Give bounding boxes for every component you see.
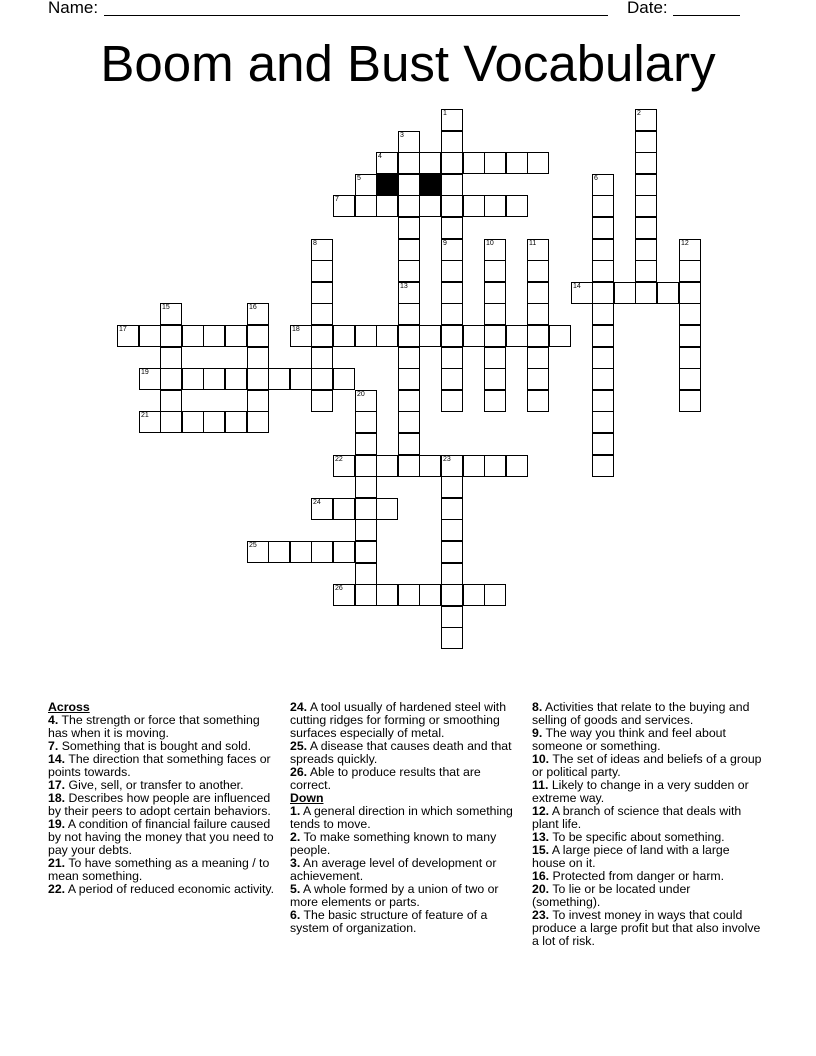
grid-cell[interactable] — [527, 390, 549, 412]
grid-cell[interactable] — [311, 325, 333, 347]
grid-cell[interactable] — [679, 282, 701, 304]
grid-cell[interactable] — [441, 455, 463, 477]
grid-cell[interactable] — [441, 239, 463, 261]
clue-across-25: 25. A disease that causes death and that spreads quickly. — [290, 739, 512, 766]
grid-cell[interactable] — [441, 109, 463, 131]
grid-cell[interactable] — [441, 303, 463, 325]
clue-number: 20 — [357, 391, 365, 398]
grid-cell[interactable] — [160, 325, 182, 347]
grid-cell[interactable] — [592, 174, 614, 196]
grid-cell[interactable] — [311, 347, 333, 369]
grid-cell[interactable] — [247, 368, 269, 390]
grid-cell[interactable] — [441, 282, 463, 304]
clue-down-3: 3. An average level of development or achievement. — [290, 856, 497, 883]
date-label: Date: — [627, 0, 668, 17]
grid-cell[interactable] — [441, 368, 463, 390]
grid-cell[interactable] — [398, 347, 420, 369]
clue-number: 5 — [357, 175, 361, 182]
grid-cell[interactable] — [268, 541, 290, 563]
grid-cell[interactable] — [333, 584, 355, 606]
clue-number: 18 — [292, 326, 300, 333]
grid-cell[interactable] — [355, 195, 377, 217]
grid-cell[interactable] — [679, 390, 701, 412]
grid-cell[interactable] — [160, 303, 182, 325]
grid-cell[interactable] — [355, 498, 377, 520]
grid-cell[interactable] — [311, 239, 333, 261]
grid-cell[interactable] — [160, 390, 182, 412]
grid-cell[interactable] — [441, 476, 463, 498]
grid-cell[interactable] — [311, 541, 333, 563]
grid-cell[interactable] — [139, 325, 161, 347]
grid-cell[interactable] — [182, 411, 204, 433]
grid-cell[interactable] — [635, 109, 657, 131]
grid-cell[interactable] — [311, 390, 333, 412]
grid-cell[interactable] — [376, 325, 398, 347]
grid-cell[interactable] — [506, 455, 528, 477]
clue-number: 8 — [313, 240, 317, 247]
clue-across-26: 26. Able to produce results that are correct. — [290, 765, 481, 792]
grid-cell[interactable] — [311, 303, 333, 325]
grid-cell[interactable] — [160, 347, 182, 369]
grid-cell[interactable] — [247, 390, 269, 412]
clue-number: 19 — [141, 369, 149, 376]
grid-cell[interactable] — [355, 174, 377, 196]
grid-cell[interactable] — [419, 195, 441, 217]
grid-cell[interactable] — [527, 368, 549, 390]
clue-down-23: 23. To invest money in ways that could produce a large profit but that also involve a lot of risk. — [532, 908, 761, 948]
grid-cell[interactable] — [398, 368, 420, 390]
grid-cell[interactable] — [527, 303, 549, 325]
grid-cell[interactable] — [679, 325, 701, 347]
grid-cell[interactable] — [376, 152, 398, 174]
grid-cell[interactable] — [484, 455, 506, 477]
grid-cell[interactable] — [355, 476, 377, 498]
grid-cell[interactable] — [635, 174, 657, 196]
clue-down-13: 13. To be specific about something. — [532, 830, 725, 844]
grid-cell[interactable] — [679, 260, 701, 282]
grid-cell[interactable] — [441, 563, 463, 585]
clue-across-7: 7. Something that is bought and sold. — [48, 739, 252, 753]
grid-cell[interactable] — [311, 498, 333, 520]
clue-number: 10 — [486, 240, 494, 247]
grid-cell[interactable] — [247, 325, 269, 347]
clue-down-12: 12. A branch of science that deals with plant life. — [532, 804, 742, 831]
clue-number: 24 — [313, 499, 321, 506]
grid-cell[interactable] — [311, 282, 333, 304]
clue-across-24: 24. A tool usually of hardened steel with cutting ridges for forming or smoothing surfaces especially of metal. — [290, 700, 507, 740]
clue-across-22: 22. A period of reduced economic activity. — [48, 882, 275, 896]
grid-cell[interactable] — [484, 152, 506, 174]
grid-cell[interactable] — [182, 368, 204, 390]
clue-number: 13 — [400, 283, 408, 290]
grid-cell[interactable] — [635, 131, 657, 153]
clue-number: 26 — [335, 585, 343, 592]
clue-number: 23 — [443, 456, 451, 463]
clue-number: 6 — [594, 175, 598, 182]
grid-cell[interactable] — [225, 411, 247, 433]
clue-number: 25 — [249, 542, 257, 549]
grid-cell[interactable] — [355, 390, 377, 412]
grid-cell[interactable] — [484, 584, 506, 606]
grid-cell[interactable] — [635, 152, 657, 174]
grid-cell[interactable] — [441, 347, 463, 369]
clue-down-9: 9. The way you think and feel about someone or something. — [532, 726, 726, 753]
grid-cell[interactable] — [592, 411, 614, 433]
grid-cell[interactable] — [441, 498, 463, 520]
name-label: Name: — [48, 0, 99, 17]
clue-across-4: 4. The strength or force that something has when it is moving. — [48, 713, 260, 740]
grid-cell[interactable] — [592, 455, 614, 477]
grid-cell[interactable] — [484, 303, 506, 325]
grid-cell[interactable] — [441, 174, 463, 196]
grid-cell[interactable] — [398, 282, 420, 304]
grid-cell[interactable] — [247, 303, 269, 325]
grid-cell[interactable] — [506, 195, 528, 217]
name-field[interactable] — [104, 15, 608, 16]
grid-cell[interactable] — [398, 239, 420, 261]
grid-cell[interactable] — [398, 390, 420, 412]
black-square — [376, 174, 398, 196]
grid-cell[interactable] — [139, 411, 161, 433]
grid-cell[interactable] — [484, 368, 506, 390]
grid-cell[interactable] — [355, 519, 377, 541]
grid-cell[interactable] — [203, 325, 225, 347]
grid-cell[interactable] — [527, 282, 549, 304]
grid-cell[interactable] — [441, 195, 463, 217]
clue-number: 3 — [400, 132, 404, 139]
clue-down-2: 2. To make something known to many people. — [290, 830, 497, 857]
grid-cell[interactable] — [614, 282, 636, 304]
grid-cell[interactable] — [290, 368, 312, 390]
grid-cell[interactable] — [398, 217, 420, 239]
grid-cell[interactable] — [592, 282, 614, 304]
grid-cell[interactable] — [225, 325, 247, 347]
grid-cell[interactable] — [247, 347, 269, 369]
clues-column-2 — [290, 701, 520, 935]
grid-cell[interactable] — [441, 260, 463, 282]
grid-cell[interactable] — [333, 325, 355, 347]
grid-cell[interactable] — [441, 390, 463, 412]
grid-cell[interactable] — [398, 152, 420, 174]
grid-cell[interactable] — [398, 260, 420, 282]
grid-cell[interactable] — [441, 325, 463, 347]
down-heading: Down — [290, 791, 324, 805]
grid-cell[interactable] — [484, 195, 506, 217]
clue-number: 17 — [119, 326, 127, 333]
clue-number: 4 — [378, 153, 382, 160]
grid-cell[interactable] — [635, 260, 657, 282]
grid-cell[interactable] — [484, 347, 506, 369]
grid-cell[interactable] — [376, 498, 398, 520]
grid-cell[interactable] — [571, 282, 593, 304]
grid-cell[interactable] — [463, 195, 485, 217]
grid-cell[interactable] — [398, 174, 420, 196]
name-date-header — [0, 0, 816, 22]
clue-down-20: 20. To lie or be located under (something). — [532, 882, 691, 909]
clue-across-18: 18. Describes how people are influenced by their peers to adopt certain behaviors. — [48, 791, 271, 818]
clue-number: 14 — [573, 283, 581, 290]
grid-cell[interactable] — [679, 368, 701, 390]
grid-cell[interactable] — [679, 303, 701, 325]
date-field[interactable] — [673, 15, 740, 16]
grid-cell[interactable] — [463, 325, 485, 347]
grid-cell[interactable] — [398, 325, 420, 347]
grid-cell[interactable] — [355, 584, 377, 606]
clue-across-19: 19. A condition of financial failure caused by not having the money that you need to pay your debts. — [48, 817, 274, 857]
grid-cell[interactable] — [484, 282, 506, 304]
grid-cell[interactable] — [268, 368, 290, 390]
grid-cell[interactable] — [355, 325, 377, 347]
grid-cell[interactable] — [484, 390, 506, 412]
clue-number: 11 — [529, 240, 537, 247]
grid-cell[interactable] — [117, 325, 139, 347]
clue-across-14: 14. The direction that something faces or points towards. — [48, 752, 271, 779]
grid-cell[interactable] — [398, 433, 420, 455]
grid-cell[interactable] — [139, 368, 161, 390]
grid-cell[interactable] — [484, 325, 506, 347]
grid-cell[interactable] — [290, 541, 312, 563]
grid-cell[interactable] — [355, 411, 377, 433]
grid-cell[interactable] — [463, 152, 485, 174]
grid-cell[interactable] — [398, 303, 420, 325]
grid-cell[interactable] — [441, 217, 463, 239]
grid-cell[interactable] — [592, 195, 614, 217]
grid-cell[interactable] — [290, 325, 312, 347]
grid-cell[interactable] — [376, 195, 398, 217]
grid-cell[interactable] — [527, 347, 549, 369]
grid-cell[interactable] — [635, 282, 657, 304]
grid-cell[interactable] — [635, 239, 657, 261]
grid-cell[interactable] — [355, 433, 377, 455]
grid-cell[interactable] — [592, 368, 614, 390]
clue-down-10: 10. The set of ideas and beliefs of a group or political party. — [532, 752, 762, 779]
grid-cell[interactable] — [376, 584, 398, 606]
clue-down-6: 6. The basic structure of feature of a system of organization. — [290, 908, 488, 935]
black-square — [419, 174, 441, 196]
clue-number: 15 — [162, 304, 170, 311]
grid-cell[interactable] — [333, 368, 355, 390]
grid-cell[interactable] — [441, 584, 463, 606]
across-heading: Across — [48, 700, 90, 714]
puzzle-title: Boom and Bust Vocabulary — [100, 35, 716, 92]
clue-number: 22 — [335, 456, 343, 463]
grid-cell[interactable] — [398, 455, 420, 477]
grid-cell[interactable] — [484, 239, 506, 261]
clue-number: 21 — [141, 412, 149, 419]
clue-down-8: 8. Activities that relate to the buying and selling of goods and services. — [532, 700, 750, 727]
grid-cell[interactable] — [419, 325, 441, 347]
grid-cell[interactable] — [441, 131, 463, 153]
grid-cell[interactable] — [592, 325, 614, 347]
grid-cell[interactable] — [203, 368, 225, 390]
clue-down-15: 15. A large piece of land with a large house on it. — [532, 843, 730, 870]
grid-cell[interactable] — [398, 584, 420, 606]
grid-cell[interactable] — [592, 390, 614, 412]
grid-cell[interactable] — [333, 195, 355, 217]
grid-cell[interactable] — [203, 411, 225, 433]
grid-cell[interactable] — [376, 455, 398, 477]
grid-cell[interactable] — [527, 260, 549, 282]
grid-cell[interactable] — [527, 152, 549, 174]
clue-down-1: 1. A general direction in which something tends to move. — [290, 804, 513, 831]
grid-cell[interactable] — [527, 239, 549, 261]
grid-cell[interactable] — [441, 627, 463, 649]
grid-cell[interactable] — [160, 411, 182, 433]
grid-cell[interactable] — [441, 541, 463, 563]
clue-number: 1 — [443, 110, 447, 117]
clue-down-16: 16. Protected from danger or harm. — [532, 869, 725, 883]
clues-column-1 — [48, 701, 276, 896]
grid-cell[interactable] — [333, 541, 355, 563]
grid-cell[interactable] — [679, 347, 701, 369]
grid-cell[interactable] — [506, 325, 528, 347]
grid-cell[interactable] — [441, 519, 463, 541]
clues-column-3 — [532, 701, 762, 948]
grid-cell[interactable] — [355, 455, 377, 477]
grid-cell[interactable] — [398, 131, 420, 153]
grid-cell[interactable] — [592, 347, 614, 369]
clue-number: 12 — [681, 240, 689, 247]
clue-across-17: 17. Give, sell, or transfer to another. — [48, 778, 244, 792]
grid-cell[interactable] — [441, 152, 463, 174]
grid-cell[interactable] — [463, 584, 485, 606]
grid-cell[interactable] — [527, 325, 549, 347]
grid-cell[interactable] — [182, 325, 204, 347]
grid-cell[interactable] — [635, 217, 657, 239]
grid-cell[interactable] — [484, 260, 506, 282]
clue-number: 16 — [249, 304, 257, 311]
clue-down-5: 5. A whole formed by a union of two or more elements or parts. — [290, 882, 499, 909]
grid-cell[interactable] — [419, 584, 441, 606]
grid-cell[interactable] — [592, 217, 614, 239]
grid-cell[interactable] — [333, 498, 355, 520]
clue-number: 9 — [443, 240, 447, 247]
grid-cell[interactable] — [506, 152, 528, 174]
grid-cell[interactable] — [419, 152, 441, 174]
grid-cell[interactable] — [592, 433, 614, 455]
grid-cell[interactable] — [355, 541, 377, 563]
grid-cell[interactable] — [679, 239, 701, 261]
grid-cell[interactable] — [463, 455, 485, 477]
grid-cell[interactable] — [592, 260, 614, 282]
clue-number: 7 — [335, 196, 339, 203]
grid-cell[interactable] — [398, 195, 420, 217]
clue-across-21: 21. To have something as a meaning / to mean something. — [48, 856, 270, 883]
grid-cell[interactable] — [311, 260, 333, 282]
grid-cell[interactable] — [441, 606, 463, 628]
clue-number: 2 — [637, 110, 641, 117]
grid-cell[interactable] — [333, 455, 355, 477]
grid-cell[interactable] — [225, 368, 247, 390]
grid-cell[interactable] — [592, 303, 614, 325]
grid-cell[interactable] — [247, 411, 269, 433]
grid-cell[interactable] — [355, 563, 377, 585]
grid-cell[interactable] — [247, 541, 269, 563]
grid-cell[interactable] — [657, 282, 679, 304]
grid-cell[interactable] — [635, 195, 657, 217]
grid-cell[interactable] — [398, 411, 420, 433]
grid-cell[interactable] — [419, 455, 441, 477]
grid-cell[interactable] — [549, 325, 571, 347]
grid-cell[interactable] — [311, 368, 333, 390]
grid-cell[interactable] — [160, 368, 182, 390]
grid-cell[interactable] — [592, 239, 614, 261]
clue-down-11: 11. Likely to change in a very sudden or extreme way. — [532, 778, 749, 805]
